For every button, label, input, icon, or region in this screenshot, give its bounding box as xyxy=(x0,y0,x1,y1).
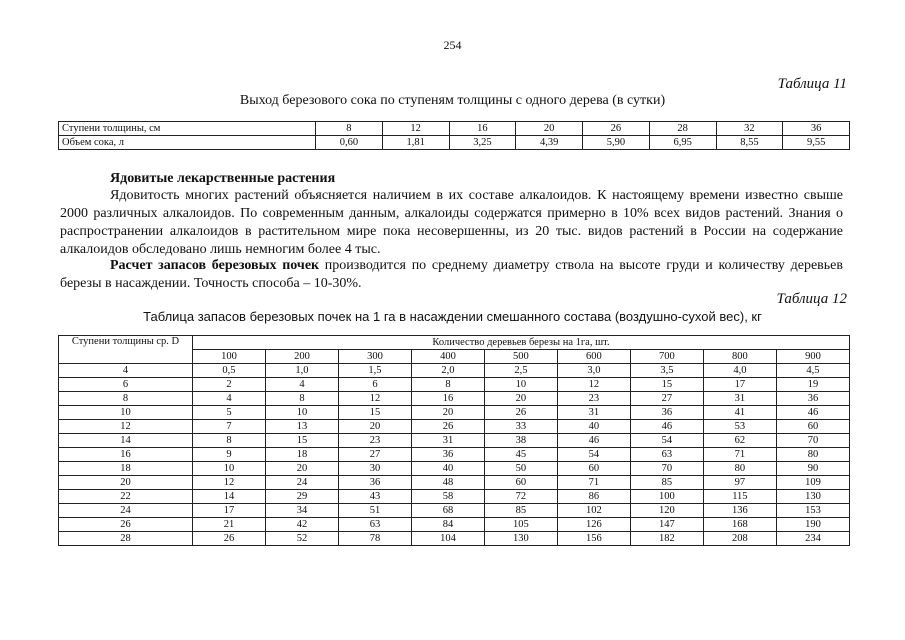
table-cell: 23 xyxy=(338,434,411,448)
row-header: 10 xyxy=(59,406,193,420)
table-cell: 9 xyxy=(193,448,266,462)
table-cell: 190 xyxy=(776,518,849,532)
sap-yield-table xyxy=(58,121,850,150)
table-cell: 234 xyxy=(776,532,849,546)
row-header: 8 xyxy=(59,392,193,406)
table-row xyxy=(59,136,850,150)
table12-title: Таблица запасов березовых почек на 1 га в насаждении смешанного состава (воздушно-сухой вес), кг xyxy=(143,309,762,324)
table-cell: 23 xyxy=(557,392,630,406)
table-row xyxy=(59,518,850,532)
table-cell: 72 xyxy=(484,490,557,504)
table-cell: 36 xyxy=(776,392,849,406)
table-cell: 60 xyxy=(484,476,557,490)
table-cell: 6,95 xyxy=(649,136,716,150)
table-cell: 17 xyxy=(703,378,776,392)
table-cell: 130 xyxy=(776,490,849,504)
table-cell: 28 xyxy=(649,122,716,136)
table-row xyxy=(59,490,850,504)
table-cell: 58 xyxy=(411,490,484,504)
table-cell: 21 xyxy=(193,518,266,532)
table-cell: 10 xyxy=(484,378,557,392)
table-cell: 136 xyxy=(703,504,776,518)
row-header: Ступени толщины, см xyxy=(59,122,316,136)
table-cell: 50 xyxy=(484,462,557,476)
table-cell: 182 xyxy=(630,532,703,546)
table-cell: 18 xyxy=(265,448,338,462)
table-cell: 60 xyxy=(776,420,849,434)
table-row xyxy=(59,462,850,476)
table-cell: 20 xyxy=(338,420,411,434)
table-cell: 34 xyxy=(265,504,338,518)
table-cell: 85 xyxy=(630,476,703,490)
table-cell: 17 xyxy=(193,504,266,518)
table-row xyxy=(59,392,850,406)
table-cell: 20 xyxy=(484,392,557,406)
column-header: 200 xyxy=(265,350,338,364)
table-cell: 80 xyxy=(703,462,776,476)
table-cell: 12 xyxy=(193,476,266,490)
column-header: 500 xyxy=(484,350,557,364)
table-cell: 0,5 xyxy=(193,364,266,378)
table-cell: 19 xyxy=(776,378,849,392)
table-row xyxy=(59,378,850,392)
group-header: Количество деревьев березы на 1га, шт. xyxy=(193,336,850,350)
table-cell: 10 xyxy=(265,406,338,420)
table-cell: 40 xyxy=(411,462,484,476)
table-row xyxy=(59,448,850,462)
table-cell: 54 xyxy=(557,448,630,462)
table-cell: 29 xyxy=(265,490,338,504)
row-header: 14 xyxy=(59,434,193,448)
table-cell: 86 xyxy=(557,490,630,504)
row-header: 6 xyxy=(59,378,193,392)
table-cell: 5,90 xyxy=(583,136,650,150)
table-cell: 153 xyxy=(776,504,849,518)
table11-label: Таблица 11 xyxy=(777,76,847,92)
table-cell: 12 xyxy=(338,392,411,406)
table-cell: 20 xyxy=(265,462,338,476)
column-header: 100 xyxy=(193,350,266,364)
table-cell: 24 xyxy=(265,476,338,490)
column-header: 700 xyxy=(630,350,703,364)
table-cell: 84 xyxy=(411,518,484,532)
table12-label: Таблица 12 xyxy=(776,291,847,307)
table-cell: 7 xyxy=(193,420,266,434)
table-cell: 30 xyxy=(338,462,411,476)
table-cell: 9,55 xyxy=(783,136,850,150)
table-cell: 115 xyxy=(703,490,776,504)
table-cell: 26 xyxy=(583,122,650,136)
table-cell: 130 xyxy=(484,532,557,546)
row-header: 22 xyxy=(59,490,193,504)
table-cell: 60 xyxy=(557,462,630,476)
table-cell: 3,25 xyxy=(449,136,516,150)
table-row xyxy=(59,532,850,546)
row-header: 26 xyxy=(59,518,193,532)
row-header: 4 xyxy=(59,364,193,378)
table-cell: 105 xyxy=(484,518,557,532)
table-cell: 27 xyxy=(630,392,703,406)
table-row xyxy=(59,476,850,490)
table-cell: 4,5 xyxy=(776,364,849,378)
table-cell: 33 xyxy=(484,420,557,434)
table-cell: 2 xyxy=(193,378,266,392)
table-cell: 80 xyxy=(776,448,849,462)
table-cell: 51 xyxy=(338,504,411,518)
table-cell: 12 xyxy=(382,122,449,136)
table-cell: 4,39 xyxy=(516,136,583,150)
paragraph xyxy=(60,257,843,293)
table-cell: 147 xyxy=(630,518,703,532)
table-row xyxy=(59,122,850,136)
table-cell: 36 xyxy=(338,476,411,490)
table-cell: 126 xyxy=(557,518,630,532)
table-cell: 43 xyxy=(338,490,411,504)
table-cell: 31 xyxy=(703,392,776,406)
paragraph-bold-lead: Расчет запасов березовых почек xyxy=(110,258,320,273)
table-cell: 109 xyxy=(776,476,849,490)
table-cell: 62 xyxy=(703,434,776,448)
table-cell: 71 xyxy=(557,476,630,490)
table-cell: 26 xyxy=(411,420,484,434)
table-cell: 40 xyxy=(557,420,630,434)
table-row xyxy=(59,406,850,420)
table-cell: 63 xyxy=(630,448,703,462)
table-cell: 168 xyxy=(703,518,776,532)
table-cell: 4,0 xyxy=(703,364,776,378)
table-cell: 32 xyxy=(716,122,783,136)
table-cell: 2,5 xyxy=(484,364,557,378)
column-header: 300 xyxy=(338,350,411,364)
table-cell: 8 xyxy=(411,378,484,392)
table-cell: 31 xyxy=(411,434,484,448)
table-cell: 26 xyxy=(193,532,266,546)
table-cell: 0,60 xyxy=(316,136,383,150)
table-cell: 15 xyxy=(630,378,703,392)
table-cell: 208 xyxy=(703,532,776,546)
table-cell: 8 xyxy=(193,434,266,448)
table-cell: 16 xyxy=(411,392,484,406)
table-cell: 52 xyxy=(265,532,338,546)
table-cell: 27 xyxy=(338,448,411,462)
table-cell: 8,55 xyxy=(716,136,783,150)
table-row xyxy=(59,434,850,448)
column-header: 800 xyxy=(703,350,776,364)
table-cell: 104 xyxy=(411,532,484,546)
column-header: 900 xyxy=(776,350,849,364)
table-cell: 53 xyxy=(703,420,776,434)
table-cell: 36 xyxy=(783,122,850,136)
table-cell: 38 xyxy=(484,434,557,448)
table-cell: 16 xyxy=(449,122,516,136)
row-header: Объем сока, л xyxy=(59,136,316,150)
table-cell: 70 xyxy=(776,434,849,448)
row-header: 12 xyxy=(59,420,193,434)
row-header: 20 xyxy=(59,476,193,490)
table-cell: 31 xyxy=(557,406,630,420)
table-row xyxy=(59,504,850,518)
corner-header: Ступени толщины ср. D xyxy=(59,336,193,364)
table-cell: 41 xyxy=(703,406,776,420)
table-cell: 6 xyxy=(338,378,411,392)
table-cell: 42 xyxy=(265,518,338,532)
table-cell: 14 xyxy=(193,490,266,504)
table-cell: 20 xyxy=(516,122,583,136)
paragraph: Ядовитость многих растений объясняется наличием в их составе алкалоидов. К настоящему времени известно свыше 2000 различных алкалоидов. По современным данным, алкалоиды содержатся примерно в 10% всех видов растений. Знания о распространении алкалоидов в растительном мире пока несовершенны, из 20 тыс. видов растений в России на содержание алкалоидов обследовано лишь немногим более 4 тыс. xyxy=(60,188,843,257)
table-cell: 36 xyxy=(411,448,484,462)
paragraph-text: производится по среднему диаметру ствола на высоте груди и количеству деревьев березы в насаждении. Точность способа – 10-30%. xyxy=(60,258,843,291)
table-cell: 85 xyxy=(484,504,557,518)
table-cell: 71 xyxy=(703,448,776,462)
table-cell: 45 xyxy=(484,448,557,462)
table-cell: 26 xyxy=(484,406,557,420)
table-cell: 4 xyxy=(193,392,266,406)
table-cell: 3,5 xyxy=(630,364,703,378)
table-cell: 120 xyxy=(630,504,703,518)
table-cell: 15 xyxy=(338,406,411,420)
table-cell: 156 xyxy=(557,532,630,546)
table-cell: 46 xyxy=(776,406,849,420)
table-cell: 5 xyxy=(193,406,266,420)
table-cell: 46 xyxy=(630,420,703,434)
table-header-row xyxy=(59,336,850,350)
table11-title: Выход березового сока по ступеням толщины с одного дерева (в сутки) xyxy=(239,93,666,108)
table-cell: 100 xyxy=(630,490,703,504)
table-cell: 48 xyxy=(411,476,484,490)
column-header: 400 xyxy=(411,350,484,364)
table-cell: 46 xyxy=(557,434,630,448)
table-cell: 4 xyxy=(265,378,338,392)
table-cell: 8 xyxy=(265,392,338,406)
table-cell: 3,0 xyxy=(557,364,630,378)
table-cell: 63 xyxy=(338,518,411,532)
column-header: 600 xyxy=(557,350,630,364)
table-cell: 97 xyxy=(703,476,776,490)
table-cell: 12 xyxy=(557,378,630,392)
row-header: 28 xyxy=(59,532,193,546)
table-cell: 1,81 xyxy=(382,136,449,150)
table-cell: 15 xyxy=(265,434,338,448)
table-cell: 54 xyxy=(630,434,703,448)
table-cell: 70 xyxy=(630,462,703,476)
table-cell: 13 xyxy=(265,420,338,434)
table-cell: 36 xyxy=(630,406,703,420)
table-cell: 78 xyxy=(338,532,411,546)
table-row xyxy=(59,420,850,434)
table-cell: 1,0 xyxy=(265,364,338,378)
row-header: 16 xyxy=(59,448,193,462)
table-cell: 8 xyxy=(316,122,383,136)
table-cell: 2,0 xyxy=(411,364,484,378)
table-cell: 10 xyxy=(193,462,266,476)
section-heading: Ядовитые лекарственные растения xyxy=(110,171,336,186)
bud-stock-table xyxy=(58,335,850,546)
table-cell: 102 xyxy=(557,504,630,518)
table-body xyxy=(59,364,850,546)
table-row xyxy=(59,364,850,378)
table-cell: 68 xyxy=(411,504,484,518)
page-number: 254 xyxy=(443,38,462,52)
table-cell: 90 xyxy=(776,462,849,476)
table-cell: 1,5 xyxy=(338,364,411,378)
row-header: 24 xyxy=(59,504,193,518)
row-header: 18 xyxy=(59,462,193,476)
table-cell: 20 xyxy=(411,406,484,420)
